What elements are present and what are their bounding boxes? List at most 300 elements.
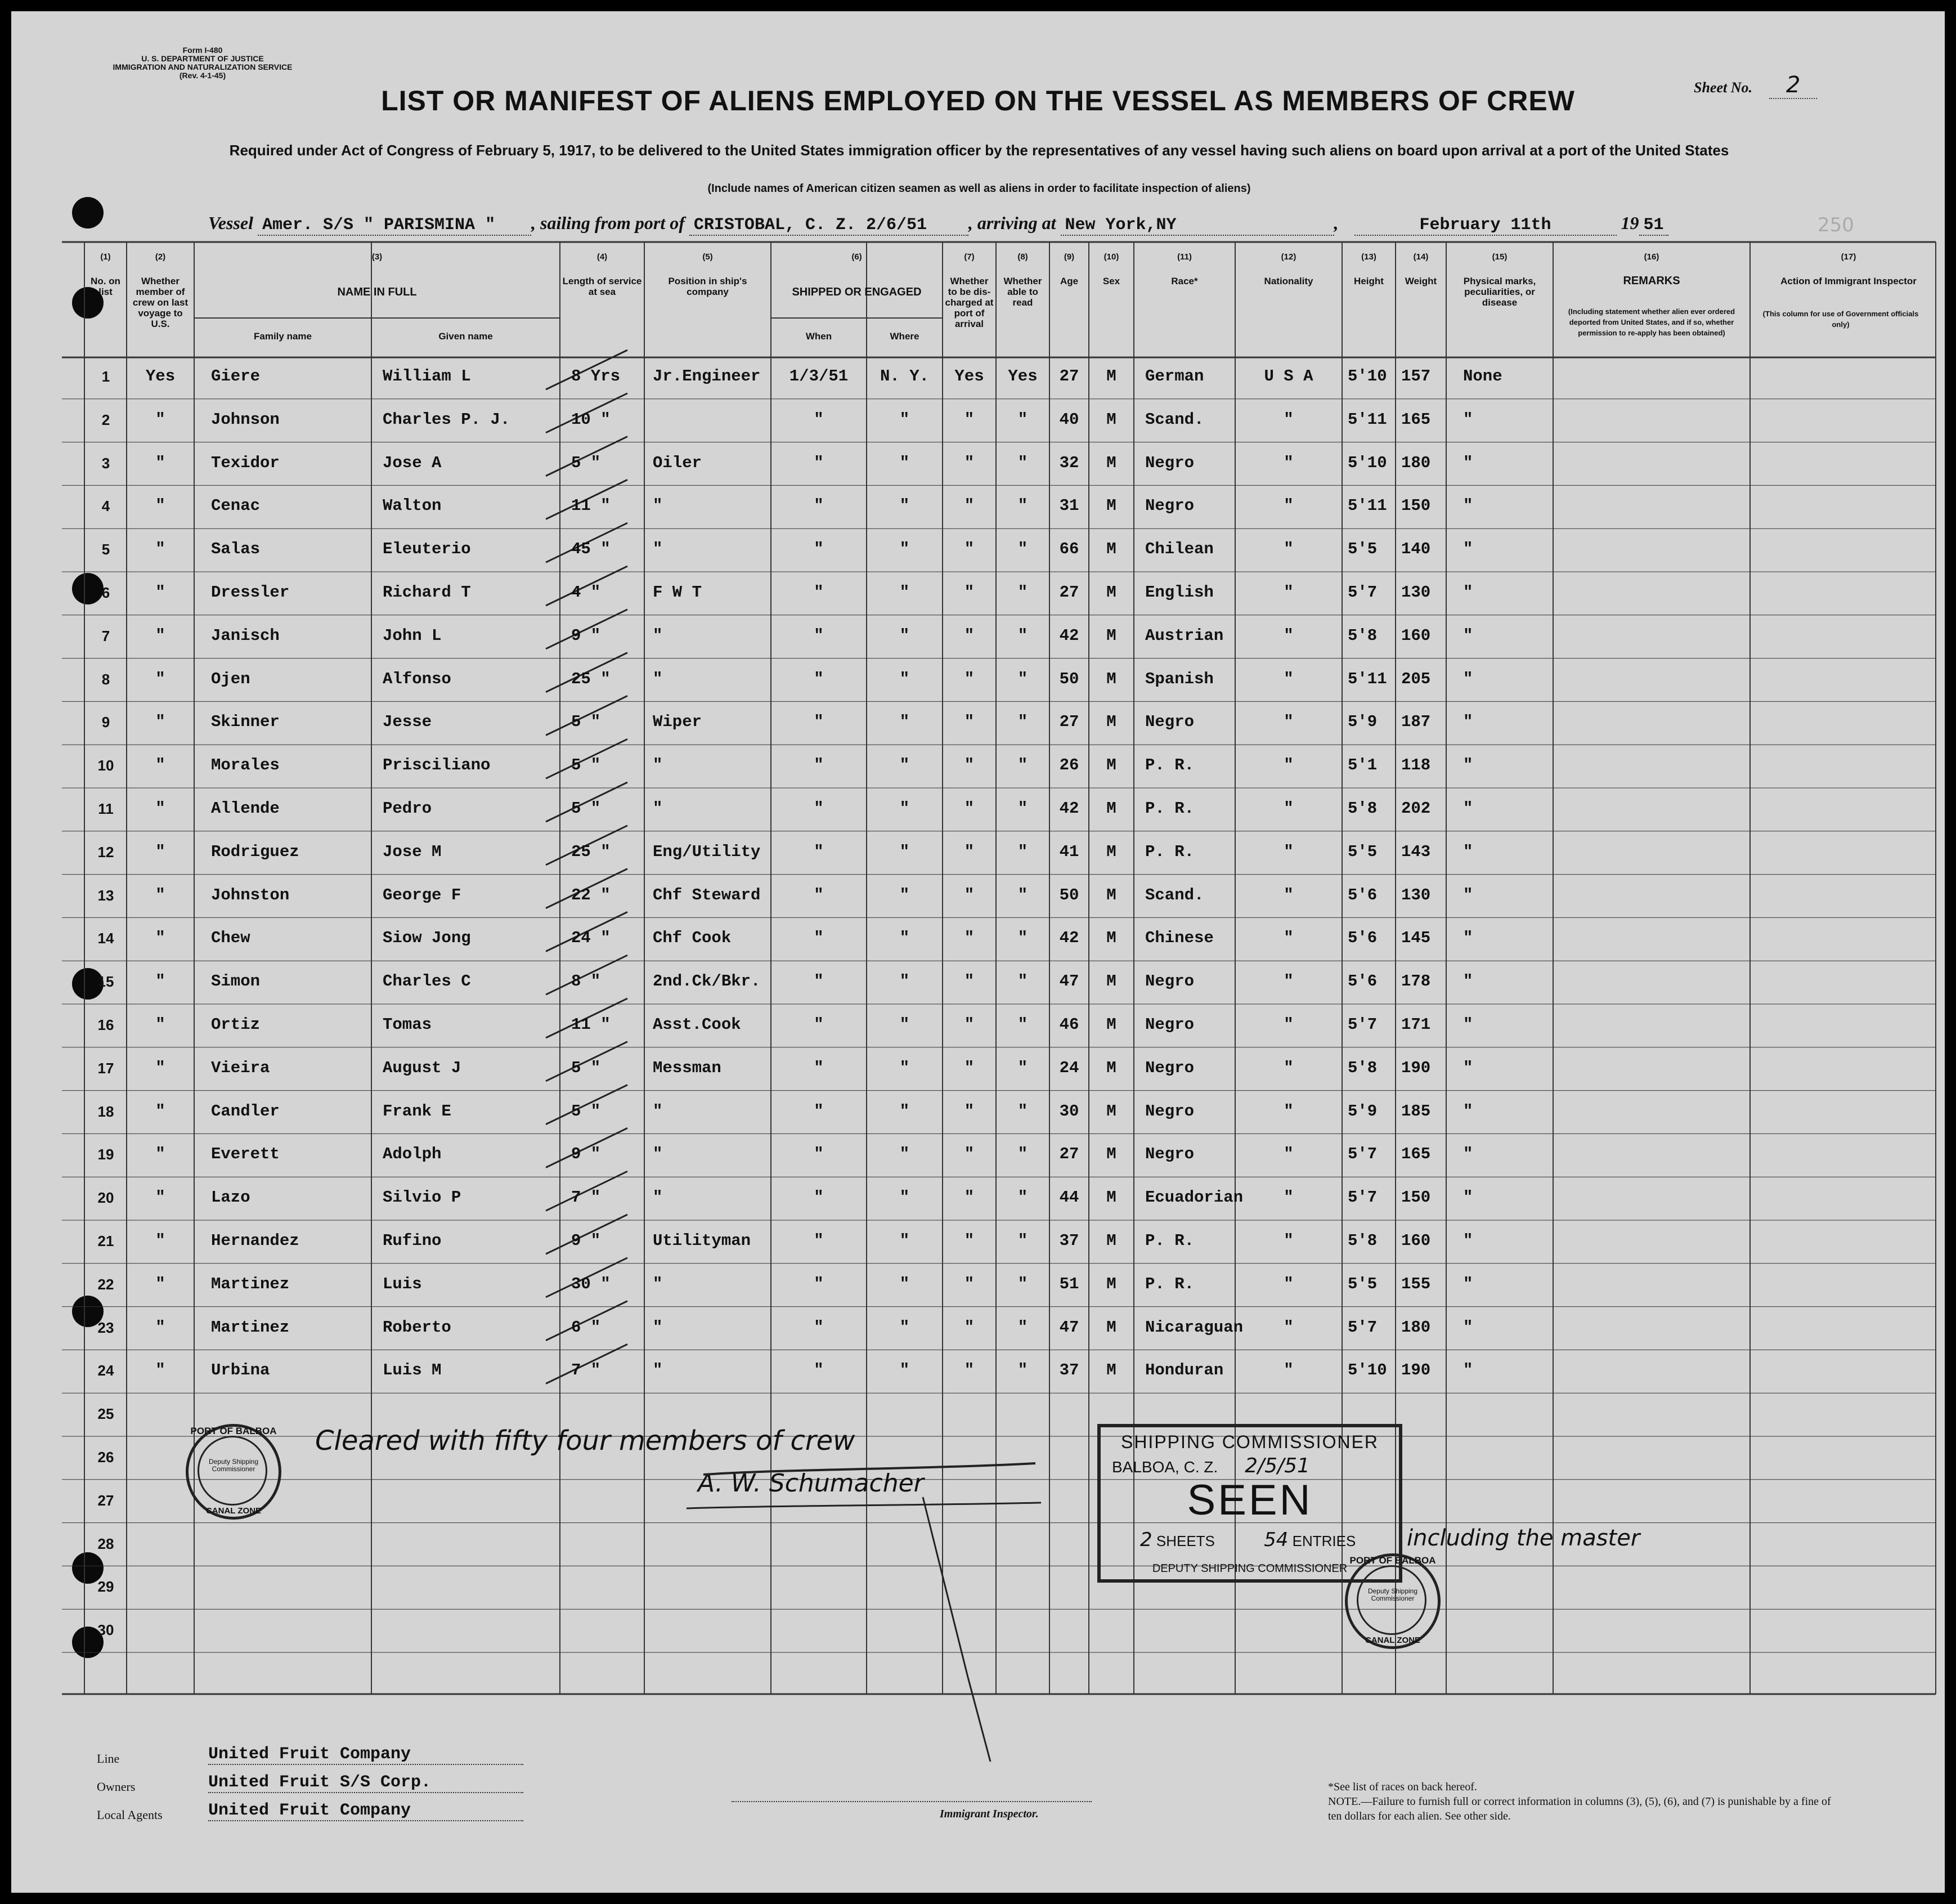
year-suffix: 51	[1639, 216, 1668, 236]
column-number: (6)	[851, 252, 862, 262]
cell-given: Charles P. J.	[383, 410, 510, 429]
row-number: 21	[97, 1233, 114, 1249]
inspector-label: Immigrant Inspector.	[940, 1808, 1039, 1820]
cell-service: 8 "	[571, 972, 601, 991]
cell-when: "	[814, 929, 824, 948]
cell-nat: "	[1284, 972, 1294, 991]
cell-where: "	[899, 1318, 910, 1337]
cell-service: 11 "	[571, 1015, 611, 1034]
cell-position: Eng/Utility	[653, 842, 761, 861]
cell-marks: "	[1463, 540, 1473, 559]
year-prefix: 19	[1621, 213, 1639, 233]
cell-age: 27	[1059, 367, 1079, 386]
row-number: 10	[97, 757, 114, 774]
stamp-place: BALBOA, C. Z.	[1112, 1458, 1218, 1476]
cell-weight: 150	[1401, 1188, 1431, 1207]
cell-position: "	[653, 669, 663, 688]
cell-age: 26	[1059, 756, 1079, 775]
cell-service: 5 "	[571, 713, 601, 732]
cell-nat: "	[1284, 1231, 1294, 1250]
cell-given: John L	[383, 626, 442, 645]
cell-where: "	[899, 1274, 910, 1293]
cell-given: Rufino	[383, 1231, 442, 1250]
cell-family: Skinner	[211, 713, 280, 732]
column-number: (17)	[1841, 252, 1856, 262]
cell-where: "	[899, 713, 910, 732]
row-number: 6	[101, 584, 110, 601]
vessel-label: Vessel	[208, 213, 253, 233]
cell-nat: "	[1284, 540, 1294, 559]
cell-race: Scand.	[1145, 885, 1204, 904]
cell-family: Vieira	[211, 1058, 270, 1077]
cell-when: "	[814, 1318, 824, 1337]
cell-last: Yes	[145, 367, 176, 386]
cell-position: "	[653, 1101, 663, 1121]
cell-sex: M	[1106, 583, 1116, 602]
cell-disch: "	[964, 713, 975, 732]
row-number: 23	[97, 1319, 114, 1336]
cell-last: "	[155, 453, 165, 472]
cell-service: 25 "	[571, 669, 611, 688]
cell-service: 7 "	[571, 1361, 601, 1380]
cell-weight: 190	[1401, 1058, 1431, 1077]
cell-age: 46	[1059, 1015, 1079, 1034]
cell-marks: "	[1463, 972, 1473, 991]
cell-when: "	[814, 1188, 824, 1207]
cell-disch: "	[964, 540, 975, 559]
cell-height: 5'5	[1348, 1274, 1378, 1293]
cell-race: Nicaraguan	[1145, 1318, 1244, 1337]
cell-weight: 205	[1401, 669, 1431, 688]
cell-where: "	[899, 799, 910, 818]
cell-weight: 157	[1401, 367, 1431, 386]
cell-marks: "	[1463, 929, 1473, 948]
cell-read: "	[1017, 496, 1028, 516]
cell-age: 27	[1059, 1145, 1079, 1164]
cell-read: "	[1017, 410, 1028, 429]
cell-height: 5'10	[1348, 1361, 1387, 1380]
column-header-h8: Whether able to read	[1003, 276, 1042, 308]
cell-last: "	[155, 1058, 165, 1077]
cell-marks: "	[1463, 1318, 1473, 1337]
cell-last: "	[155, 1318, 165, 1337]
column-number: (15)	[1492, 252, 1508, 262]
row-number: 13	[97, 886, 114, 904]
row-number: 15	[97, 973, 114, 991]
cell-when: "	[814, 496, 824, 516]
row-number: 17	[97, 1059, 114, 1077]
cell-service: 10 "	[571, 410, 611, 429]
cell-height: 5'8	[1348, 626, 1378, 645]
cell-sex: M	[1106, 1318, 1116, 1337]
cell-last: "	[155, 885, 165, 904]
cell-height: 5'6	[1348, 885, 1378, 904]
cell-family: Giere	[211, 367, 261, 386]
column-header-h2: Whether member of crew on last voyage to U.S.	[132, 276, 189, 329]
cell-when: "	[814, 1361, 824, 1380]
cell-position: "	[653, 626, 663, 645]
cell-given: Frank E	[383, 1101, 451, 1121]
cell-sex: M	[1106, 669, 1116, 688]
cell-age: 40	[1059, 410, 1079, 429]
cell-marks: "	[1463, 583, 1473, 602]
cell-position: Oiler	[653, 453, 702, 472]
cell-sex: M	[1106, 1188, 1116, 1207]
handwriting-strokes	[11, 11, 1945, 1893]
column-header-h14: Weight	[1405, 276, 1437, 286]
row-number: 5	[101, 541, 110, 558]
cell-sex: M	[1106, 1145, 1116, 1164]
cell-nat: "	[1284, 799, 1294, 818]
cell-read: "	[1017, 453, 1028, 472]
cell-height: 5'1	[1348, 756, 1378, 775]
cell-last: "	[155, 1101, 165, 1121]
cell-disch: "	[964, 583, 975, 602]
column-header-h16: REMARKS	[1623, 275, 1680, 287]
cell-nat: "	[1284, 1058, 1294, 1077]
cell-family: Ojen	[211, 669, 250, 688]
cell-age: 50	[1059, 885, 1079, 904]
cell-when: "	[814, 453, 824, 472]
cell-where: "	[899, 842, 910, 861]
cell-where: "	[899, 1015, 910, 1034]
cell-family: Chew	[211, 929, 250, 948]
cell-position: Jr.Engineer	[653, 367, 761, 386]
cell-age: 37	[1059, 1361, 1079, 1380]
cell-weight: 187	[1401, 713, 1431, 732]
cell-when: "	[814, 1015, 824, 1034]
cell-position: Asst.Cook	[653, 1015, 741, 1034]
cell-read: "	[1017, 583, 1028, 602]
footer-note-races: *See list of races on back hereof.	[1328, 1781, 1477, 1793]
cell-where: "	[899, 453, 910, 472]
cell-marks: "	[1463, 799, 1473, 818]
cell-when: "	[814, 1058, 824, 1077]
cell-where: "	[899, 1188, 910, 1207]
cell-disch: "	[964, 1101, 975, 1121]
cell-height: 5'7	[1348, 1145, 1378, 1164]
cell-disch: "	[964, 799, 975, 818]
cell-position: Utilityman	[653, 1231, 751, 1250]
cell-service: 9 "	[571, 1145, 601, 1164]
cell-given: William L	[383, 367, 471, 386]
cell-marks: "	[1463, 410, 1473, 429]
column-header-when: When	[805, 331, 832, 342]
stamp-date: 2/5/51	[1245, 1454, 1310, 1477]
requirement-text: Required under Act of Congress of February 5, 1917, to be delivered to the United States immigration officer by the representatives of any vessel having such aliens on board upon arrival at a port of the United States	[229, 142, 1729, 159]
cell-sex: M	[1106, 756, 1116, 775]
cell-race: English	[1145, 583, 1214, 602]
cell-when: "	[814, 1274, 824, 1293]
cell-disch: "	[964, 1274, 975, 1293]
cell-race: Scand.	[1145, 410, 1204, 429]
column-header-h10: Sex	[1102, 276, 1120, 286]
cell-weight: 165	[1401, 1145, 1431, 1164]
cell-service: 5 "	[571, 756, 601, 775]
row-number: 4	[101, 498, 110, 515]
cell-race: Negro	[1145, 1015, 1195, 1034]
cell-race: German	[1145, 367, 1204, 386]
column-header-action-note: (This column for use of Government officials only)	[1762, 310, 1919, 329]
stamp-seen: SEEN	[1187, 1476, 1313, 1524]
cell-age: 30	[1059, 1101, 1079, 1121]
cell-height: 5'7	[1348, 1318, 1378, 1337]
cell-disch: "	[964, 885, 975, 904]
cell-age: 27	[1059, 583, 1079, 602]
cell-nat: "	[1284, 1274, 1294, 1293]
footer-line-label: Line	[97, 1751, 120, 1766]
cell-where: "	[899, 626, 910, 645]
cell-nat: "	[1284, 496, 1294, 516]
cell-nat: "	[1284, 713, 1294, 732]
cell-marks: "	[1463, 453, 1473, 472]
cell-family: Rodriguez	[211, 842, 299, 861]
cell-height: 5'9	[1348, 1101, 1378, 1121]
cell-when: "	[814, 1145, 824, 1164]
cell-disch: "	[964, 1318, 975, 1337]
cell-given: Alfonso	[383, 669, 451, 688]
cell-last: "	[155, 540, 165, 559]
cell-family: Dressler	[211, 583, 290, 602]
cell-where: "	[899, 1361, 910, 1380]
column-header-given: Given name	[438, 331, 493, 342]
column-header-h12: Nationality	[1264, 276, 1313, 286]
row-number: 11	[98, 800, 114, 817]
cell-disch: "	[964, 842, 975, 861]
cell-family: Ortiz	[211, 1015, 261, 1034]
cell-race: Negro	[1145, 453, 1195, 472]
cell-read: "	[1017, 1318, 1028, 1337]
cell-position: "	[653, 799, 663, 818]
cell-read: "	[1017, 1361, 1028, 1380]
column-header-h13: Height	[1354, 276, 1384, 286]
row-number: 12	[97, 843, 114, 861]
cell-read: "	[1017, 1015, 1028, 1034]
cell-service: 22 "	[571, 885, 611, 904]
cell-read: Yes	[1008, 367, 1038, 386]
column-header-h9: Age	[1060, 276, 1079, 286]
column-number: (13)	[1361, 252, 1376, 262]
cell-given: Richard T	[383, 583, 471, 602]
cell-family: Salas	[211, 540, 261, 559]
cell-given: Walton	[383, 496, 442, 516]
cell-given: August J	[383, 1058, 461, 1077]
cell-nat: "	[1284, 669, 1294, 688]
row-number: 24	[97, 1362, 114, 1379]
cell-marks: "	[1463, 713, 1473, 732]
cell-race: Ecuadorian	[1145, 1188, 1244, 1207]
cell-where: "	[899, 929, 910, 948]
cell-last: "	[155, 1231, 165, 1250]
cell-marks: "	[1463, 669, 1473, 688]
handwritten-note: Cleared with fifty four members of crew	[315, 1425, 855, 1457]
cell-given: Siow Jong	[383, 929, 471, 948]
cell-position: "	[653, 496, 663, 516]
cell-sex: M	[1106, 799, 1116, 818]
footer-line-value: United Fruit Company	[208, 1745, 523, 1765]
cell-nat: "	[1284, 1361, 1294, 1380]
row-number: 30	[97, 1621, 114, 1639]
cell-marks: None	[1463, 367, 1502, 386]
cell-when: "	[814, 842, 824, 861]
cell-read: "	[1017, 929, 1028, 948]
cell-height: 5'6	[1348, 972, 1378, 991]
cell-weight: 180	[1401, 1318, 1431, 1337]
column-number: (16)	[1644, 252, 1659, 262]
cell-height: 5'10	[1348, 453, 1387, 472]
cell-when: "	[814, 1231, 824, 1250]
cell-where: "	[899, 1101, 910, 1121]
vessel-name: Amer. S/S " PARISMINA "	[258, 216, 531, 236]
cell-when: 1/3/51	[789, 367, 849, 386]
column-header-remarks-note: (Including statement whether alien ever ordered deported from United States, and if so, whether permission to re-apply has been obtained)	[1568, 307, 1735, 337]
cell-disch: "	[964, 1145, 975, 1164]
cell-weight: 130	[1401, 885, 1431, 904]
cell-service: 4 "	[571, 583, 601, 602]
cell-given: George F	[383, 885, 461, 904]
column-number: (4)	[596, 252, 608, 262]
footer-owners-value: United Fruit S/S Corp.	[208, 1773, 523, 1793]
cell-nat: "	[1284, 842, 1294, 861]
stamp-entries-value: 54	[1264, 1529, 1289, 1551]
cell-race: Negro	[1145, 972, 1195, 991]
cell-read: "	[1017, 756, 1028, 775]
cell-race: Honduran	[1145, 1361, 1224, 1380]
cell-marks: "	[1463, 756, 1473, 775]
cell-family: Janisch	[211, 626, 280, 645]
cell-weight: 118	[1401, 756, 1431, 775]
cell-when: "	[814, 540, 824, 559]
cell-last: "	[155, 1361, 165, 1380]
cell-race: P. R.	[1145, 842, 1195, 861]
cell-read: "	[1017, 1231, 1028, 1250]
stamp-footer: DEPUTY SHIPPING COMMISSIONER	[1152, 1562, 1348, 1575]
cell-marks: "	[1463, 1101, 1473, 1121]
cell-marks: "	[1463, 1145, 1473, 1164]
cell-family: Simon	[211, 972, 261, 991]
cell-sex: M	[1106, 367, 1116, 386]
inspector-line	[732, 1801, 1092, 1802]
cell-weight: 171	[1401, 1015, 1431, 1034]
vessel-line: Vessel Amer. S/S " PARISMINA " , sailing from port of CRISTOBAL, C. Z. 2/6/51 , arriving at New York,NY , February 11th 19 51	[208, 213, 1840, 236]
cell-service: 7 "	[571, 1188, 601, 1207]
cell-where: "	[899, 1145, 910, 1164]
stamp-line1: SHIPPING COMMISSIONER	[1120, 1432, 1379, 1452]
cell-service: 24 "	[571, 929, 611, 948]
column-header-where: Where	[890, 331, 919, 342]
cell-age: 32	[1059, 453, 1079, 472]
cell-race: Chinese	[1145, 929, 1214, 948]
cell-sex: M	[1106, 626, 1116, 645]
cell-last: "	[155, 1145, 165, 1164]
cell-race: Spanish	[1145, 669, 1214, 688]
row-number: 14	[97, 930, 114, 947]
cell-marks: "	[1463, 1274, 1473, 1293]
column-number: (9)	[1064, 252, 1075, 262]
cell-height: 5'8	[1348, 1058, 1378, 1077]
cell-sex: M	[1106, 1058, 1116, 1077]
cell-last: "	[155, 1188, 165, 1207]
row-number: 29	[97, 1578, 114, 1596]
cell-family: Lazo	[211, 1188, 250, 1207]
cell-height: 5'7	[1348, 1015, 1378, 1034]
stamp-sheets-label: SHEETS	[1156, 1533, 1215, 1549]
cell-when: "	[814, 799, 824, 818]
cell-given: Luis M	[383, 1361, 442, 1380]
cell-where: "	[899, 669, 910, 688]
cell-where: "	[899, 540, 910, 559]
cell-when: "	[814, 885, 824, 904]
cell-read: "	[1017, 1058, 1028, 1077]
form-department: U. S. DEPARTMENT OF JUSTICE	[141, 54, 264, 63]
cell-when: "	[814, 756, 824, 775]
cell-read: "	[1017, 842, 1028, 861]
cell-disch: "	[964, 929, 975, 948]
cell-age: 50	[1059, 669, 1079, 688]
cell-family: Urbina	[211, 1361, 270, 1380]
cell-given: Jose M	[383, 842, 442, 861]
cell-weight: 143	[1401, 842, 1431, 861]
cell-nat: "	[1284, 756, 1294, 775]
master-signature: A. W. Schumacher	[698, 1469, 924, 1498]
row-number: 25	[97, 1405, 114, 1423]
cell-race: Austrian	[1145, 626, 1224, 645]
cell-where: "	[899, 885, 910, 904]
cell-height: 5'7	[1348, 583, 1378, 602]
cell-weight: 202	[1401, 799, 1431, 818]
cell-sex: M	[1106, 1015, 1116, 1034]
cell-position: Messman	[653, 1058, 721, 1077]
form-revision: (Rev. 4-1-45)	[179, 71, 226, 80]
cell-service: 30 "	[571, 1274, 611, 1293]
cell-position: Wiper	[653, 713, 702, 732]
column-number: (14)	[1413, 252, 1429, 262]
cell-service: 9 "	[571, 1231, 601, 1250]
cell-sex: M	[1106, 496, 1116, 516]
cell-height: 5'9	[1348, 713, 1378, 732]
cell-race: Chilean	[1145, 540, 1214, 559]
stamp-counts	[1140, 1529, 1356, 1551]
cell-given: Tomas	[383, 1015, 432, 1034]
footer-notes	[1328, 1780, 1846, 1824]
cell-sex: M	[1106, 1101, 1116, 1121]
column-number: (2)	[155, 252, 166, 262]
cell-position: F W T	[653, 583, 702, 602]
cell-weight: 155	[1401, 1274, 1431, 1293]
cell-last: "	[155, 799, 165, 818]
cell-age: 42	[1059, 929, 1079, 948]
cell-weight: 160	[1401, 626, 1431, 645]
cell-service: 5 "	[571, 453, 601, 472]
cell-height: 5'6	[1348, 929, 1378, 948]
cell-read: "	[1017, 799, 1028, 818]
cell-age: 42	[1059, 626, 1079, 645]
cell-weight: 150	[1401, 496, 1431, 516]
cell-race: Negro	[1145, 1145, 1195, 1164]
cell-read: "	[1017, 626, 1028, 645]
cell-last: "	[155, 756, 165, 775]
cell-race: Negro	[1145, 496, 1195, 516]
cell-weight: 190	[1401, 1361, 1431, 1380]
arrival-date: February 11th	[1354, 216, 1617, 236]
cell-weight: 165	[1401, 410, 1431, 429]
cell-race: P. R.	[1145, 756, 1195, 775]
seal-mid-text: Deputy Shipping Commissioner	[1367, 1587, 1418, 1602]
column-number: (12)	[1281, 252, 1296, 262]
cell-last: "	[155, 972, 165, 991]
form-service: IMMIGRATION AND NATURALIZATION SERVICE	[113, 62, 293, 71]
cell-last: "	[155, 583, 165, 602]
